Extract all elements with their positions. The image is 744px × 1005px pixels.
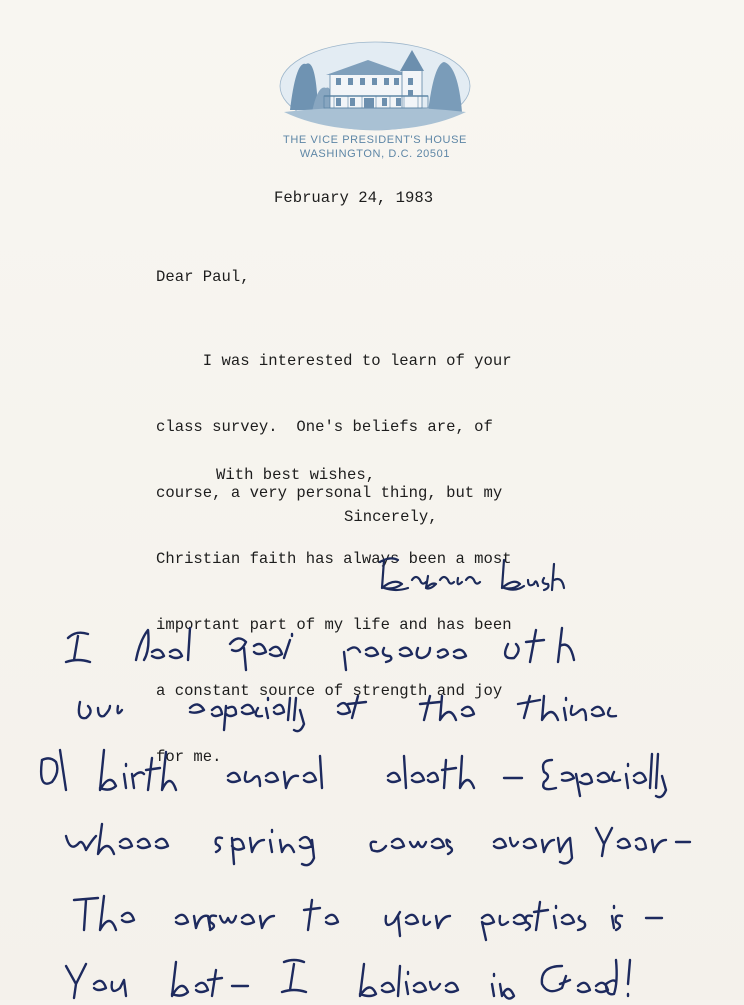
salutation: Dear Paul, <box>156 268 250 286</box>
handwritten-note-drawing <box>0 600 744 1000</box>
body-line: I was interested to learn of your <box>156 352 512 370</box>
body-line: course, a very personal thing, but my <box>156 484 503 502</box>
handwritten-signature <box>372 548 612 598</box>
letterhead-title: THE VICE PRESIDENT'S HOUSE <box>283 134 467 146</box>
body-line: class survey. One's beliefs are, of <box>156 418 493 436</box>
letterhead <box>270 40 480 164</box>
sign-off: Sincerely, <box>344 508 438 526</box>
handwritten-note <box>0 600 744 1000</box>
closing: With best wishes, <box>216 466 376 484</box>
body-line: for me. <box>156 748 222 766</box>
body-line: a constant source of strength and joy <box>156 682 503 700</box>
letterhead-address: WASHINGTON, D.C. 20501 <box>299 148 451 160</box>
vice-presidents-house-engraving <box>278 40 472 132</box>
letter-date: February 24, 1983 <box>274 189 434 207</box>
body-line: important part of my life and has been <box>156 616 512 634</box>
body-line: Christian faith has always been a most <box>156 550 512 568</box>
